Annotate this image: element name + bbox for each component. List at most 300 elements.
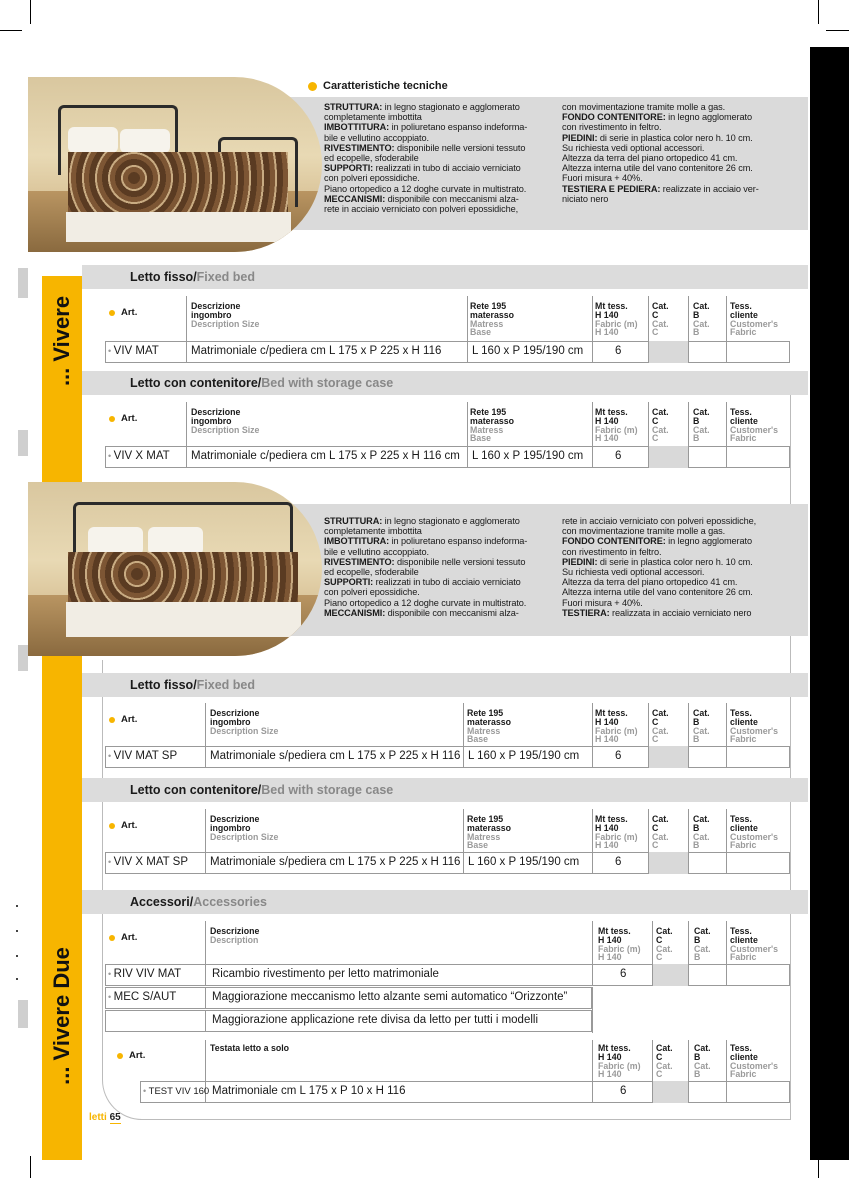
art-code: VIV MAT SP	[113, 750, 178, 762]
art-code: TEST VIV 160	[148, 1086, 210, 1097]
header-tess	[730, 408, 778, 443]
page-footer: letti 65	[89, 1112, 121, 1123]
header-mt-en: H 140	[595, 327, 619, 338]
header-description-en: Description Size	[191, 424, 260, 435]
header-testata-line: Testata letto a solo	[210, 1043, 290, 1053]
side-title-vivere-due: ... Vivere Due	[49, 947, 74, 1085]
table-cell	[205, 1010, 206, 1032]
header-mt	[595, 815, 638, 850]
header-description-en: Description Size	[191, 318, 260, 329]
row-art	[108, 968, 181, 980]
crop-mark	[0, 30, 22, 31]
frame-line	[102, 660, 103, 1040]
header-cat-b-en: Cat.	[693, 318, 710, 329]
header-cat-c	[652, 815, 669, 850]
header-cat-c-en: Cat.	[656, 1060, 673, 1071]
column-divider	[467, 296, 468, 341]
spec-line: Altezza da terra del piano ortopedico 41 cm.	[562, 153, 738, 164]
header-mt-line: H 140	[595, 822, 619, 833]
section-title	[130, 270, 255, 284]
header-tess-en: Fabric	[730, 840, 757, 851]
row-description: Matrimoniale c/pediera cm L 175 x P 225 x H 116 cm	[191, 450, 460, 462]
header-cat-b-line: B	[693, 415, 700, 426]
spec-line: completamente imbottita	[324, 526, 422, 537]
crop-mark	[826, 30, 849, 31]
row-rete: L 160 x P 195/190 cm	[468, 856, 580, 868]
section-title-it: Letto con contenitore/	[130, 783, 262, 797]
header-tess-en: Fabric	[730, 433, 757, 444]
row-description: Maggiorazione applicazione rete divisa da letto per tutti i modelli	[212, 1014, 539, 1026]
table-cell	[652, 1081, 688, 1103]
header-cat-c-en: C	[652, 840, 659, 851]
column-divider	[726, 296, 727, 341]
table-cell	[726, 341, 790, 363]
bullet-dot: •	[108, 346, 114, 356]
header-rete-line: Rete 195	[467, 814, 504, 824]
header-rete-en: Base	[467, 840, 489, 851]
header-description-line: ingombro	[210, 716, 251, 727]
table-cell	[726, 852, 790, 874]
spec-line: PIEDINI: di serie in plastica color nero h. 10 cm.	[562, 556, 753, 567]
spec-line: con polveri epossidiche.	[324, 173, 420, 184]
header-mt-line: Mt tess.	[595, 407, 628, 417]
spec-line: Piano ortopedico a 12 doghe curvate in multistrato.	[324, 597, 527, 608]
header-cat-c-line: Cat.	[656, 926, 673, 936]
header-cat-b-en: Cat.	[693, 725, 710, 736]
column-divider	[592, 296, 593, 341]
header-cat-c	[652, 408, 669, 443]
header-mt-en: H 140	[598, 1069, 622, 1080]
header-art: Art.	[121, 714, 138, 725]
header-description-line: ingombro	[191, 415, 232, 426]
header-mt-en: Fabric (m)	[595, 424, 638, 435]
header-rete-en: Matress	[470, 318, 504, 329]
header-description	[210, 815, 278, 841]
spec-line: niciato nero	[562, 193, 609, 204]
side-mark	[16, 978, 18, 980]
spec-line: IMBOTTITURA: in poliuretano espanso indeforma-	[324, 536, 528, 547]
column-divider	[592, 1040, 593, 1081]
spec-line: Altezza da terra del piano ortopedico 41 cm.	[562, 577, 738, 588]
header-cat-b-en: B	[694, 1069, 701, 1080]
bullet-dot	[109, 935, 115, 941]
header-testata	[210, 1044, 289, 1053]
header-cat-c-en: Cat.	[652, 318, 669, 329]
bullet-dot: •	[108, 992, 114, 1002]
row-mt: 6	[620, 968, 627, 980]
table-cell	[205, 964, 206, 986]
spec-line: ed ecopelle, sfoderabile	[324, 153, 419, 164]
header-mt-en: H 140	[595, 433, 619, 444]
table-cell	[726, 746, 790, 768]
header-art: Art.	[121, 413, 138, 424]
header-tess	[730, 302, 778, 337]
header-description-en: Description Size	[210, 831, 279, 842]
spec-line: ed ecopelle, sfoderabile	[324, 567, 419, 578]
art-code: VIV MAT	[113, 345, 159, 357]
spec-line: Altezza interna utile del vano contenitore 26 cm.	[562, 587, 753, 598]
table-cell	[688, 964, 726, 986]
spec-line: rete in acciaio verniciato con polveri epossidiche,	[324, 204, 519, 215]
header-art: Art.	[121, 307, 138, 318]
table-cell	[652, 964, 688, 986]
section-title	[130, 376, 393, 390]
column-divider	[592, 402, 593, 446]
spec-line: STRUTTURA: in legno stagionato e agglomerato	[324, 102, 520, 112]
header-tess-en: Customer's	[730, 1060, 779, 1071]
header-tess-line: Tess.	[730, 407, 752, 417]
header-tess-en: Customer's	[730, 318, 779, 329]
header-tess-line: cliente	[730, 934, 758, 945]
spec-text-right	[562, 516, 794, 618]
header-mt-line: Mt tess.	[595, 814, 628, 824]
header-tess-en: Customer's	[730, 725, 779, 736]
side-tab	[18, 1000, 28, 1028]
spec-text-left	[324, 516, 552, 618]
column-divider	[688, 296, 689, 341]
header-cat-b	[694, 927, 711, 962]
header-tess-en: Fabric	[730, 952, 757, 963]
table-cell	[688, 852, 726, 874]
header-description-line: Descrizione	[191, 301, 241, 311]
header-rete-en: Matress	[467, 831, 501, 842]
bullet-dot: •	[108, 857, 114, 867]
header-mt-en: Fabric (m)	[595, 725, 638, 736]
header-tess	[730, 709, 778, 744]
spec-text-right	[562, 102, 794, 204]
header-cat-b-en: B	[693, 840, 700, 851]
header-cat-c	[652, 709, 669, 744]
section-title-en: Fixed bed	[196, 678, 256, 692]
header-mt	[595, 408, 638, 443]
row-description: Matrimoniale s/pediera cm L 175 x P 225 x H 116	[210, 856, 461, 868]
header-mt-line: Mt tess.	[598, 926, 631, 936]
row-art	[108, 856, 188, 868]
header-cat-b-en: Cat.	[693, 424, 710, 435]
section-title	[130, 783, 393, 797]
side-title-vivere: ... Vivere	[49, 295, 74, 387]
spec-line: con rivestimento in feltro.	[562, 122, 662, 133]
header-cat-b-en: B	[693, 433, 700, 444]
section-title-en: Accessories	[193, 895, 267, 909]
column-divider	[688, 703, 689, 746]
header-tess-line: Tess.	[730, 301, 752, 311]
header-cat-c	[656, 1044, 673, 1079]
crop-mark	[30, 1156, 31, 1178]
column-divider	[205, 921, 206, 964]
header-cat-c-en: Cat.	[652, 725, 669, 736]
column-divider	[463, 809, 464, 852]
column-divider	[592, 703, 593, 746]
spec-line: bile e vellutino accoppiato.	[324, 132, 429, 143]
header-mt-en: H 140	[598, 952, 622, 963]
section-band	[82, 371, 808, 395]
header-cat-b	[693, 709, 710, 744]
column-divider	[726, 703, 727, 746]
header-rete	[467, 709, 511, 744]
header-rete-line: materasso	[467, 716, 512, 727]
header-rete-line: materasso	[467, 822, 512, 833]
header-tess-line: Tess.	[730, 926, 752, 936]
bullet-dot: •	[108, 751, 114, 761]
spec-line: con rivestimento in feltro.	[562, 546, 662, 557]
header-mt-line: Mt tess.	[595, 708, 628, 718]
table-cell	[688, 746, 726, 768]
header-description-line: Descrizione	[191, 407, 241, 417]
header-rete-en: Matress	[467, 725, 501, 736]
column-divider	[726, 809, 727, 852]
header-cat-b	[693, 302, 710, 337]
header-tess-line: cliente	[730, 309, 758, 320]
frame-line	[140, 1119, 791, 1120]
header-cat-c-line: Cat.	[652, 708, 669, 718]
table-cell	[688, 446, 726, 468]
header-tess-en: Fabric	[730, 1069, 757, 1080]
header-tess	[730, 1044, 778, 1079]
row-mt: 6	[615, 450, 622, 462]
header-tess	[730, 927, 778, 962]
spec-line: FONDO CONTENITORE: in legno agglomerato	[562, 112, 752, 123]
header-description-line: Descrizione	[210, 926, 260, 936]
art-code: VIV X MAT	[113, 450, 170, 462]
header-tess-line: Tess.	[730, 708, 752, 718]
header-cat-c-line: C	[652, 415, 659, 426]
bullet-dot	[117, 1053, 123, 1059]
header-description	[210, 709, 278, 735]
column-divider	[688, 1040, 689, 1081]
header-mt-line: H 140	[598, 934, 622, 945]
spec-line: Altezza interna utile del vano contenitore 26 cm.	[562, 163, 753, 174]
side-tab	[18, 268, 28, 298]
spec-line: rete in acciaio verniciato con polveri epossidiche,	[562, 516, 757, 526]
section-title-it: Letto con contenitore/	[130, 376, 262, 390]
spec-line: FONDO CONTENITORE: in legno agglomerato	[562, 536, 752, 547]
row-rete: L 160 x P 195/190 cm	[472, 345, 584, 357]
header-cat-b-en: B	[693, 327, 700, 338]
header-mt-line: Mt tess.	[598, 1043, 631, 1053]
column-divider	[688, 809, 689, 852]
row-art	[108, 991, 176, 1003]
bullet-dot	[109, 310, 115, 316]
header-rete-en: Base	[470, 327, 492, 338]
section-band	[82, 265, 808, 289]
header-cat-b	[693, 408, 710, 443]
row-mt: 6	[615, 750, 622, 762]
header-rete-en: Base	[470, 433, 492, 444]
column-divider	[688, 921, 689, 964]
column-divider	[592, 987, 593, 1033]
header-cat-b	[694, 1044, 711, 1079]
bullet-dot: •	[108, 451, 114, 461]
header-cat-c-line: Cat.	[652, 407, 669, 417]
header-rete	[470, 408, 514, 443]
spec-line: MECCANISMI: disponibile con meccanismi alza-	[324, 193, 519, 204]
header-cat-c	[652, 302, 669, 337]
column-divider	[652, 921, 653, 964]
header-cat-c-line: C	[652, 822, 659, 833]
crop-mark	[818, 0, 819, 24]
spec-line: STRUTTURA: in legno stagionato e agglomerato	[324, 516, 520, 526]
table-cell	[205, 987, 206, 1009]
header-mt-en: H 140	[595, 840, 619, 851]
bullet-dot	[109, 717, 115, 723]
row-mt: 6	[615, 345, 622, 357]
header-cat-b-line: B	[693, 716, 700, 727]
header-mt-en: Fabric (m)	[598, 943, 641, 954]
section-title-it: Letto fisso/	[130, 678, 197, 692]
header-mt-line: H 140	[598, 1051, 622, 1062]
header-tess-en: Fabric	[730, 327, 757, 338]
row-rete: L 160 x P 195/190 cm	[472, 450, 584, 462]
header-cat-c-line: C	[652, 309, 659, 320]
header-tess-line: cliente	[730, 415, 758, 426]
header-cat-b-line: B	[694, 934, 701, 945]
spec-text-left	[324, 102, 552, 214]
row-rete: L 160 x P 195/190 cm	[468, 750, 580, 762]
header-cat-b-en: Cat.	[693, 831, 710, 842]
header-cat-c-en: Cat.	[656, 943, 673, 954]
table-cell	[726, 446, 790, 468]
right-black-bar	[810, 47, 849, 1160]
section-title	[130, 678, 255, 692]
header-mt-line: H 140	[595, 415, 619, 426]
table-cell	[648, 746, 688, 768]
column-divider	[652, 1040, 653, 1081]
header-cat-b	[693, 815, 710, 850]
header-cat-b-line: B	[694, 1051, 701, 1062]
column-divider	[467, 402, 468, 446]
spec-line: bile e vellutino accoppiato.	[324, 546, 429, 557]
spec-line: Fuori misura + 40%.	[562, 597, 643, 608]
header-mt	[598, 1044, 641, 1079]
gold-bar-notch	[42, 262, 82, 276]
spec-line: RIVESTIMENTO: disponibile nelle versioni tessuto	[324, 556, 526, 567]
side-mark	[16, 930, 18, 932]
table-cell	[688, 1081, 726, 1103]
column-divider	[205, 703, 206, 746]
column-divider	[648, 402, 649, 446]
crop-mark	[30, 0, 31, 24]
header-cat-c-line: Cat.	[652, 301, 669, 311]
column-divider	[726, 1040, 727, 1081]
spec-line: completamente imbottita	[324, 112, 422, 123]
section-title	[130, 895, 267, 909]
header-rete-line: Rete 195	[470, 301, 507, 311]
header-description	[191, 408, 259, 434]
header-tess-en: Customer's	[730, 831, 779, 842]
column-divider	[688, 402, 689, 446]
row-description: Ricambio rivestimento per letto matrimoniale	[212, 968, 439, 980]
column-divider	[648, 809, 649, 852]
column-divider	[186, 402, 187, 446]
header-description-line: ingombro	[210, 822, 251, 833]
table-cell	[726, 1081, 790, 1103]
column-divider	[648, 296, 649, 341]
art-code: RIV VIV MAT	[113, 968, 182, 980]
header-description	[191, 302, 259, 328]
row-description: Maggiorazione meccanismo letto alzante semi automatico “Orizzonte”	[212, 991, 568, 1003]
header-tess-en: Customer's	[730, 943, 779, 954]
header-mt-en: Fabric (m)	[595, 318, 638, 329]
spec-line: Fuori misura + 40%.	[562, 173, 643, 184]
spec-line: RIVESTIMENTO: disponibile nelle versioni tessuto	[324, 142, 526, 153]
table-cell	[648, 852, 688, 874]
header-cat-b-en: Cat.	[694, 1060, 711, 1071]
header-mt	[595, 302, 638, 337]
header-cat-b-line: Cat.	[693, 814, 710, 824]
header-cat-c-en: Cat.	[652, 831, 669, 842]
header-tess-line: cliente	[730, 822, 758, 833]
header-art: Art.	[129, 1050, 146, 1061]
bullet-dot: •	[143, 1086, 149, 1096]
column-divider	[592, 809, 593, 852]
header-description-line: ingombro	[191, 309, 232, 320]
header-cat-c-line: C	[656, 1051, 663, 1062]
column-divider	[648, 703, 649, 746]
header-cat-c-line: Cat.	[652, 814, 669, 824]
table-cell	[726, 964, 790, 986]
bullet-dot: •	[108, 969, 114, 979]
header-description-line: Descrizione	[210, 814, 260, 824]
row-art	[108, 750, 177, 762]
bed-photo-2	[28, 482, 322, 656]
header-cat-c-en: C	[652, 433, 659, 444]
header-art: Art.	[121, 820, 138, 831]
spec-line: SUPPORTI: realizzati in tubo di acciaio verniciato	[324, 577, 521, 588]
spec-line: MECCANISMI: disponibile con meccanismi alza-	[324, 607, 519, 618]
section-band	[82, 890, 808, 914]
row-art	[108, 345, 159, 357]
column-divider	[726, 921, 727, 964]
spec-line: con movimentazione tramite molle a gas.	[562, 526, 726, 537]
header-art: Art.	[121, 932, 138, 943]
row-art	[143, 1086, 209, 1097]
header-description-line: Descrizione	[210, 708, 260, 718]
header-tess-line: cliente	[730, 1051, 758, 1062]
header-mt-line: Mt tess.	[595, 301, 628, 311]
row-description: Matrimoniale s/pediera cm L 175 x P 225 x H 116	[210, 750, 461, 762]
header-cat-c-en: C	[656, 952, 663, 963]
spec-line: TESTIERA E PEDIERA: realizzate in acciaio ver-	[562, 183, 759, 194]
section-title-en: Bed with storage case	[261, 376, 394, 390]
spec-line: Piano ortopedico a 12 doghe curvate in multistrato.	[324, 183, 527, 194]
row-mt: 6	[615, 856, 622, 868]
header-tess-en: Fabric	[730, 734, 757, 745]
header-cat-b-line: B	[693, 309, 700, 320]
header-rete-en: Matress	[470, 424, 504, 435]
header-cat-c-en: C	[652, 734, 659, 745]
side-tab	[18, 430, 28, 456]
column-divider	[592, 921, 593, 964]
section-title-en: Fixed bed	[196, 270, 256, 284]
header-tess-line: cliente	[730, 716, 758, 727]
bed-photo-1	[28, 77, 322, 252]
header-mt	[595, 709, 638, 744]
header-cat-c-line: Cat.	[656, 1043, 673, 1053]
header-cat-b-line: Cat.	[693, 407, 710, 417]
bullet-dot	[109, 823, 115, 829]
header-tess	[730, 815, 778, 850]
header-cat-c-en: Cat.	[652, 424, 669, 435]
header-cat-b-en: Cat.	[694, 943, 711, 954]
section-band	[82, 673, 808, 697]
column-divider	[205, 809, 206, 852]
header-cat-c	[656, 927, 673, 962]
spec-line: TESTIERA: realizzata in acciaio verniciato nero	[562, 607, 752, 618]
header-tess-line: Tess.	[730, 1043, 752, 1053]
side-mark	[16, 955, 18, 957]
header-mt-en: Fabric (m)	[595, 831, 638, 842]
